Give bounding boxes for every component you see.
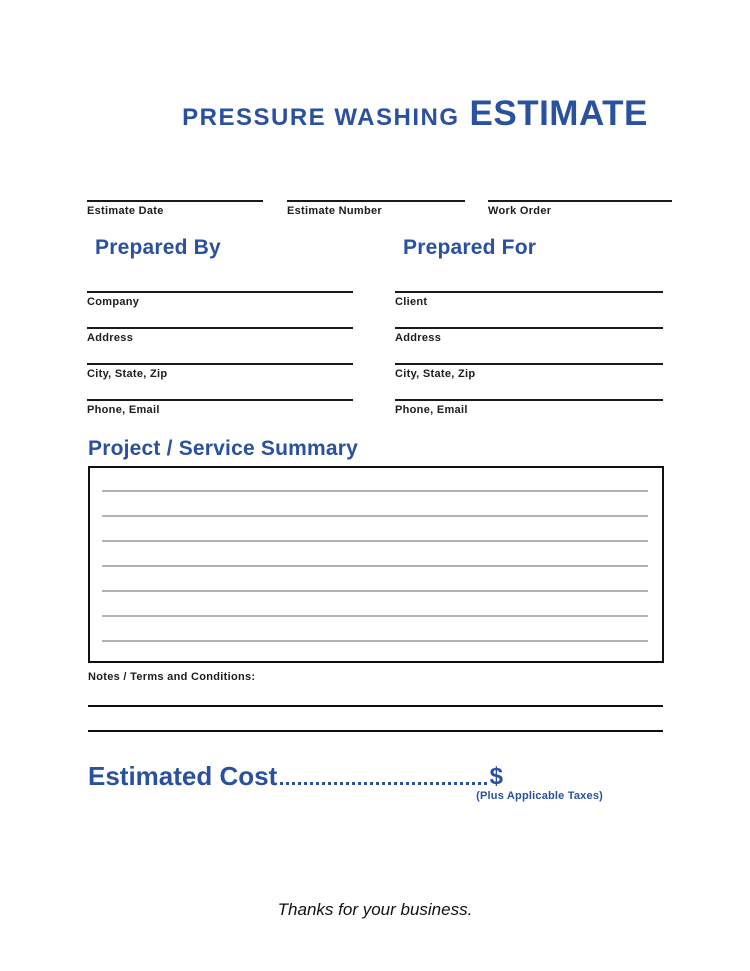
ruled-line <box>102 565 648 567</box>
client-city-state-zip-input[interactable] <box>395 363 663 365</box>
company-phone-email-label: Phone, Email <box>87 404 160 416</box>
company-input[interactable] <box>87 291 353 293</box>
notes-input-line-2[interactable] <box>88 730 663 732</box>
estimated-cost-label: Estimated Cost <box>88 761 278 791</box>
currency-symbol: $ <box>489 763 503 790</box>
field-work-order <box>488 200 672 217</box>
footer-message: Thanks for your business. <box>277 900 473 919</box>
company-phone-email-input[interactable] <box>87 399 353 401</box>
field-company-address <box>87 327 353 344</box>
estimated-cost-row <box>88 762 503 790</box>
field-estimate-date <box>87 200 263 217</box>
client-label: Client <box>395 296 428 308</box>
estimate-date-label: Estimate Date <box>87 205 164 217</box>
title-emphasis: ESTIMATE <box>469 94 648 133</box>
work-order-input[interactable] <box>488 200 672 202</box>
notes-label: Notes / Terms and Conditions: <box>88 671 256 683</box>
client-input[interactable] <box>395 291 663 293</box>
field-estimate-number <box>287 200 465 217</box>
notes-input-line-1[interactable] <box>88 705 663 707</box>
page-title <box>0 94 750 134</box>
ruled-line <box>102 590 648 592</box>
company-city-state-zip-input[interactable] <box>87 363 353 365</box>
estimate-number-input[interactable] <box>287 200 465 202</box>
ruled-line <box>102 640 648 642</box>
company-city-state-zip-label: City, State, Zip <box>87 368 168 380</box>
ruled-line <box>102 490 648 492</box>
prepared-by-heading: Prepared By <box>95 236 221 259</box>
ruled-line <box>102 540 648 542</box>
company-address-label: Address <box>87 332 134 344</box>
field-client-phone-email <box>395 399 663 416</box>
company-address-input[interactable] <box>87 327 353 329</box>
field-client-city-state-zip <box>395 363 663 380</box>
field-company-city-state-zip <box>87 363 353 380</box>
client-phone-email-input[interactable] <box>395 399 663 401</box>
field-client-address <box>395 327 663 344</box>
client-address-label: Address <box>395 332 442 344</box>
summary-box[interactable] <box>88 466 664 663</box>
field-company <box>87 291 353 308</box>
prepared-for-heading: Prepared For <box>403 236 537 259</box>
dotted-leader <box>280 782 486 785</box>
field-client <box>395 291 663 308</box>
summary-heading: Project / Service Summary <box>88 437 358 460</box>
client-phone-email-label: Phone, Email <box>395 404 468 416</box>
company-label: Company <box>87 296 140 308</box>
ruled-line <box>102 515 648 517</box>
estimate-number-label: Estimate Number <box>287 205 382 217</box>
title-prefix: PRESSURE WASHING <box>182 104 460 131</box>
tax-note: (Plus Applicable Taxes) <box>476 790 603 802</box>
field-company-phone-email <box>87 399 353 416</box>
client-address-input[interactable] <box>395 327 663 329</box>
work-order-label: Work Order <box>488 205 552 217</box>
estimate-date-input[interactable] <box>87 200 263 202</box>
client-city-state-zip-label: City, State, Zip <box>395 368 476 380</box>
ruled-line <box>102 615 648 617</box>
